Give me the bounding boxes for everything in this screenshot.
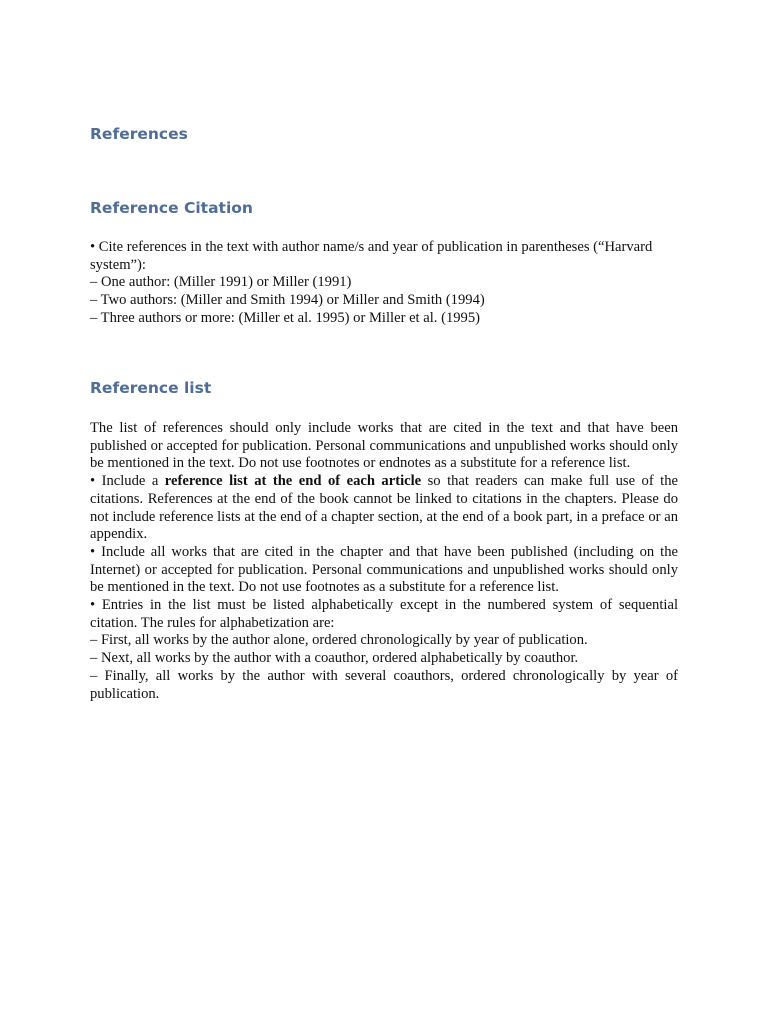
citation-item-one-author: – One author: (Miller 1991) or Miller (1991) [90, 274, 352, 291]
list-paragraph-alphabetical: • Entries in the list must be listed alphabetically except in the numbered system of sequential citation. The rules for alphabetization are: [90, 597, 678, 631]
list-paragraph-include-works: • Include all works that are cited in the chapter and that have been published (including on the Internet) or accepted for publication. Personal communications and unpublished works should only be mentioned in the text. Do not use footnotes as a substitute for a reference list. [90, 543, 678, 596]
list-rule-first: – First, all works by the author alone, ordered chronologically by year of publication. [90, 632, 588, 649]
heading-reference-citation: Reference Citation [90, 199, 253, 217]
list-rule-next: – Next, all works by the author with a coauthor, ordered alphabetically by coauthor. [90, 650, 579, 667]
list-p2-pre: • Include a [90, 473, 165, 490]
heading-references: References [90, 125, 188, 143]
citation-intro: • Cite references in the text with author name/s and year of publication in parentheses (“Harvard system”): [90, 239, 653, 273]
list-p2-post: so that readers can make full use of the citations. References at the end of the book cannot be linked to citations in the chapters. Please do not include reference lists at the end of a chapter section, at the end of a book part, in a preface or an appendix. [90, 473, 678, 543]
heading-reference-list: Reference list [90, 379, 212, 397]
citation-item-two-authors: – Two authors: (Miller and Smith 1994) or Miller and Smith (1994) [90, 292, 485, 309]
citation-item-three-authors: – Three authors or more: (Miller et al. 1995) or Miller et al. (1995) [90, 309, 480, 326]
citation-section [90, 239, 678, 328]
list-rule-finally: – Finally, all works by the author with several coauthors, ordered chronologically by year of publication. [90, 667, 678, 702]
list-p2-bold: reference list at the end of each article [164, 473, 422, 490]
list-paragraph-include-reference-list [90, 473, 678, 544]
reference-list-section [90, 420, 678, 703]
list-paragraph-intro: The list of references should only include works that are cited in the text and that have been published or accepted for publication. Personal communications and unpublished works should only be mentioned in the text. Do not use footnotes or endnotes as a substitute for a reference list. [90, 420, 678, 472]
